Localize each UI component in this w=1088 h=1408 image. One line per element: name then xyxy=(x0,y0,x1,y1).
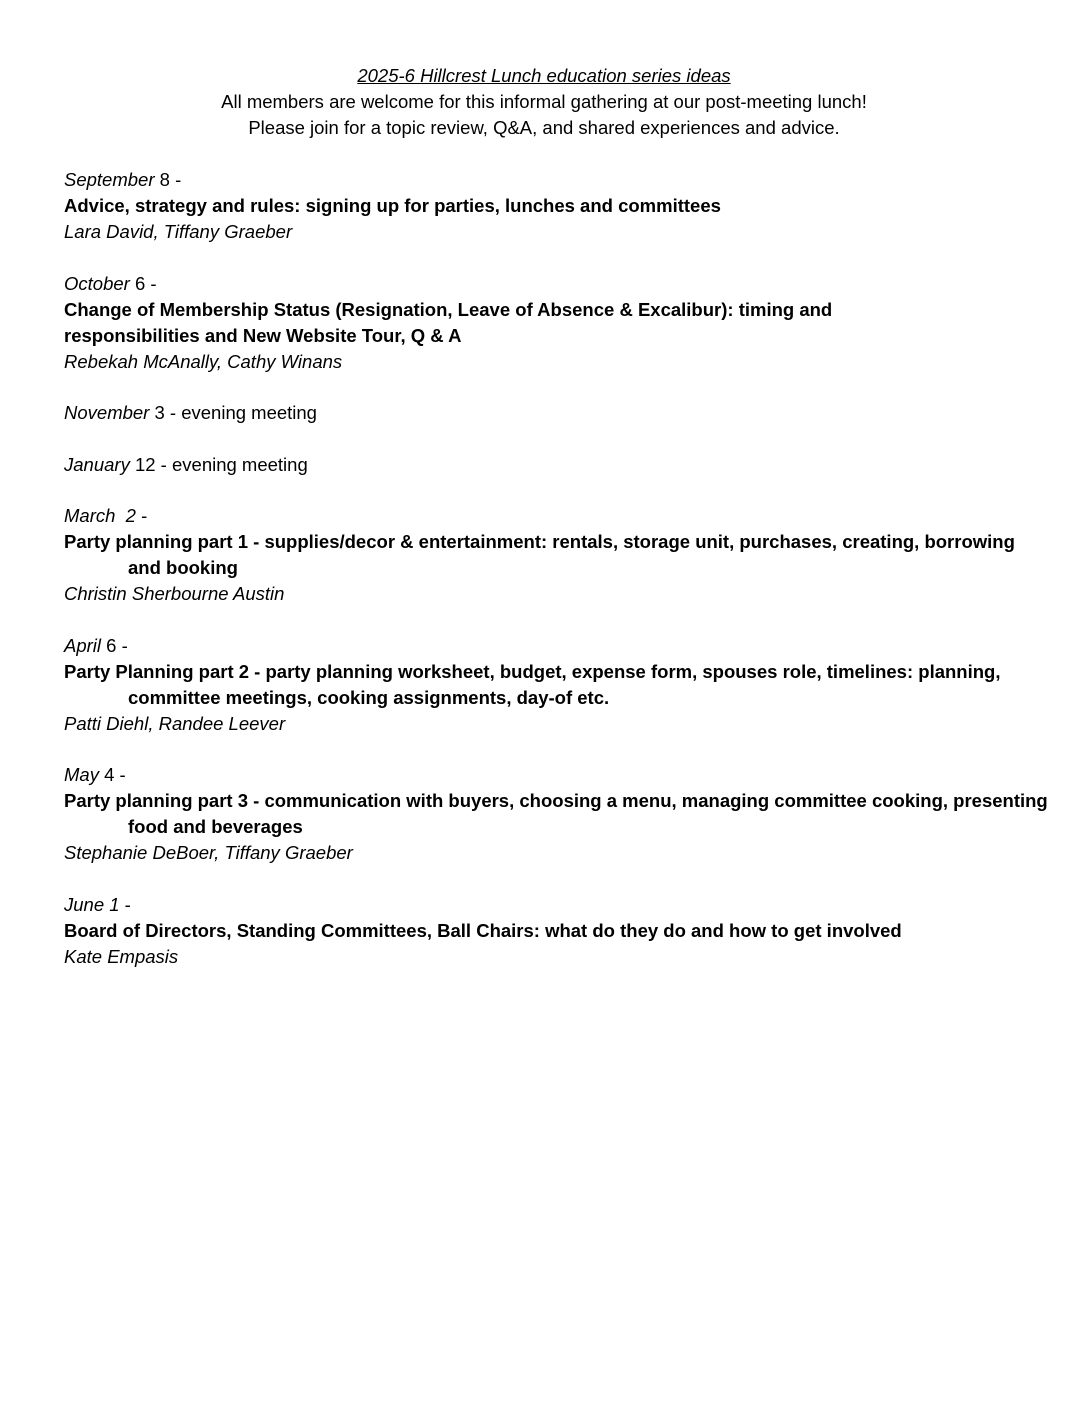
event-topic: Party planning part 3 - communication with buyers, choosing a menu, managing committee cooking, presenting food and beverages xyxy=(64,790,1048,837)
intro-line-1: All members are welcome for this informal gathering at our post-meeting lunch! xyxy=(221,91,867,112)
event-month: March 2 xyxy=(64,505,136,526)
event-month: November xyxy=(64,402,150,423)
event-topic: Change of Membership Status (Resignation, Leave of Absence & Excalibur): timing and responsibilities and New Website Tour, Q & A xyxy=(64,298,833,346)
event-june xyxy=(64,892,1044,970)
event-january xyxy=(64,452,1044,478)
event-presenters: Stephanie DeBoer, Tiffany Graeber xyxy=(64,842,353,863)
document-title: 2025-6 Hillcrest Lunch education series ideas xyxy=(357,65,731,86)
event-october xyxy=(64,271,1044,375)
event-april xyxy=(64,633,1044,737)
event-day: 6 - xyxy=(129,272,157,294)
event-month: April xyxy=(64,634,102,656)
event-month: May xyxy=(64,764,99,785)
document-header xyxy=(0,63,1088,141)
event-november xyxy=(64,400,1044,426)
event-march xyxy=(64,503,1044,607)
event-day: 4 - xyxy=(98,764,126,785)
event-day: 6 - xyxy=(101,634,128,656)
event-september xyxy=(64,167,1044,245)
event-date xyxy=(64,503,1044,529)
event-month: September xyxy=(64,169,155,190)
event-may xyxy=(64,762,1048,866)
events-list xyxy=(64,167,1048,995)
event-month: June 1 xyxy=(64,893,120,915)
event-presenters: Kate Empasis xyxy=(64,945,179,967)
event-day: 3 - evening meeting xyxy=(149,402,317,423)
event-topic: Advice, strategy and rules: signing up for parties, lunches and committees xyxy=(64,195,721,216)
intro-line-2: Please join for a topic review, Q&A, and shared experiences and advice. xyxy=(248,117,840,138)
event-presenters: Patti Diehl, Randee Leever xyxy=(64,712,286,734)
event-date xyxy=(64,167,1044,193)
event-topic: Party planning part 1 - supplies/decor & entertainment: rentals, storage unit, purchases, creating, borrowing and booking xyxy=(64,531,1015,578)
event-date xyxy=(64,400,1044,426)
event-date xyxy=(64,271,1044,297)
event-presenters: Christin Sherbourne Austin xyxy=(64,583,285,604)
event-topic: Board of Directors, Standing Committees, Ball Chairs: what do they do and how to get involved xyxy=(64,919,902,941)
event-day: - xyxy=(119,893,131,915)
event-month: January xyxy=(64,453,130,475)
event-date xyxy=(64,892,1044,918)
event-date xyxy=(64,633,1044,659)
event-date xyxy=(64,762,1044,788)
event-day: 12 - evening meeting xyxy=(129,453,308,475)
event-presenters: Lara David, Tiffany Graeber xyxy=(64,221,293,242)
event-month: October xyxy=(64,272,130,294)
event-day: 8 - xyxy=(154,169,182,190)
event-day: - xyxy=(135,505,148,526)
event-topic: Party Planning part 2 - party planning worksheet, budget, expense form, spouses role, timelines: planning, committee meetings, cooking assignments, day-of etc. xyxy=(64,660,1001,708)
event-date xyxy=(64,452,1044,478)
event-presenters: Rebekah McAnally, Cathy Winans xyxy=(64,350,343,372)
